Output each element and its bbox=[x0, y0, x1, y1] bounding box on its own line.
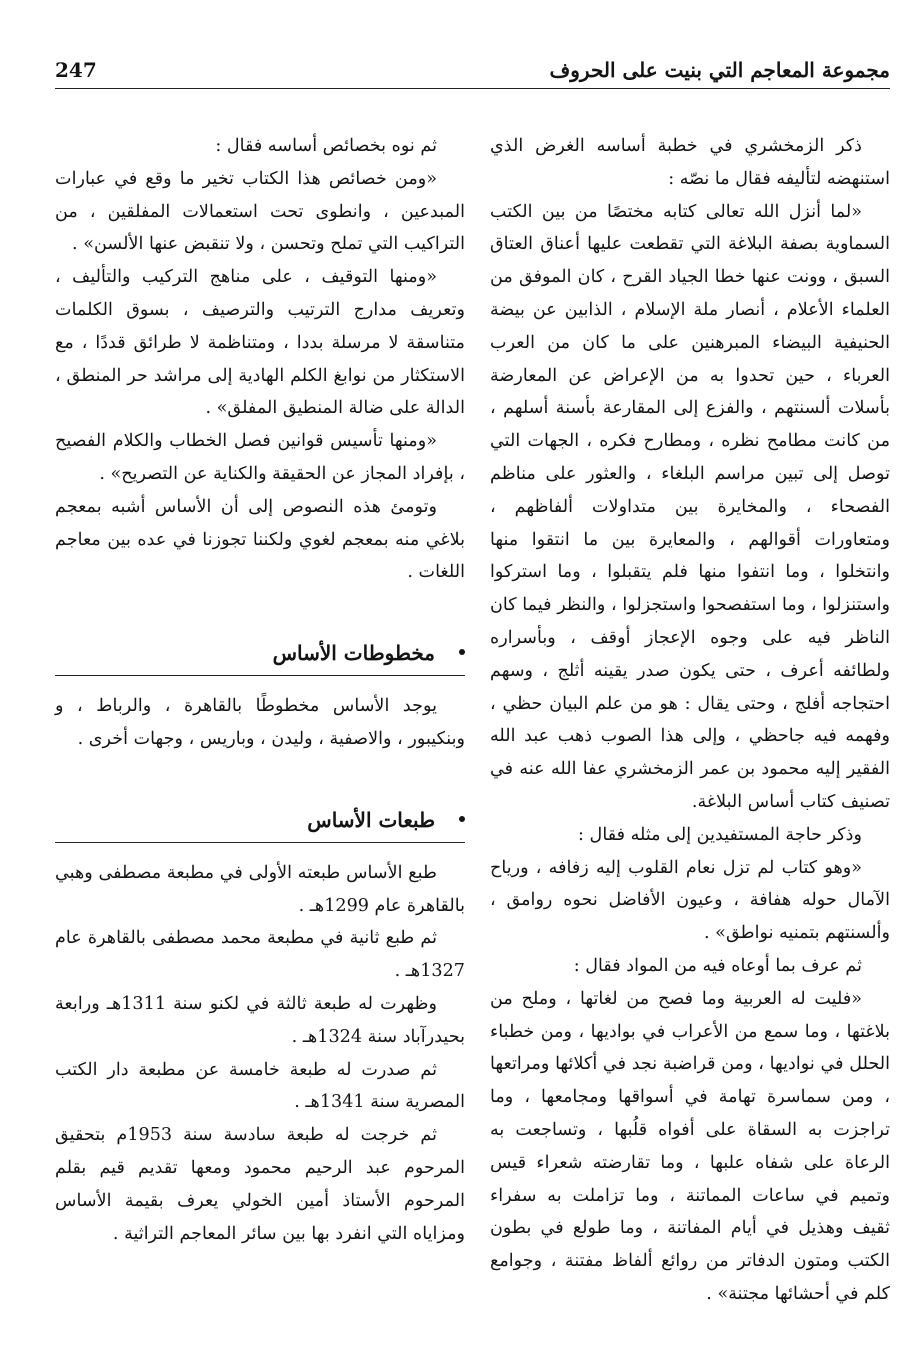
paragraph: يوجد الأساس مخطوطًا بالقاهرة ، والرباط ، و وبنكيبور ، والاصفية ، وليدن ، وباريس ، وجهات أخرى . bbox=[55, 696, 465, 749]
quotation-paragraph: «لما أنزل الله تعالى كتابه مختصًا من بين الكتب السماوية بصفة البلاغة التي تقطعت عليها أعناق العتاق السبق ، وونت عنها خطا الجياد القرح ، كان الموفق من العلماء الأعلام ، أنصار ملة الإسلام ، الذابين عن بيضة الحنيفية البيضاء المبرهنين على ما كان من العرب العرباء ، حين تحدوا به من الإعراض عن المعارضة بأسلات ألسنتهم ، والفزع إلى المقارعة بأسنة أسلهم ، من كانت مطامح نظره ، ومطارح فكره ، الجهات التي توصل إلى تبين مراسم البلغاء ، والعثور على مناظم الفصحاء ، والمخايرة بين متداولات ألفاظهم ، ومتعاورات أقوالهم ، والمعايرة بين ما انتقوا منها وانتخلوا ، وما انتفوا منها فلم يتقبلوا ، وما استركوا واستنزلوا ، وما استفصحوا واستجزلوا ، والنظر فيما كان الناظر فيه على وجوه الإعجاز أوقف ، وبأسراره ولطائفه أعرف ، حتى يكون صدر يقينه أثلج ، وسهم احتجاجه أفلج ، وحتى يقال : هو من علم البيان حظي ، وفهمه فيه جاحظي ، وإلى هذا الصوب ذهب عبد الله الفقير إليه محمود بن عمر الزمخشري عفا الله عنه في تصنيف كتاب أساس البلاغة. bbox=[490, 201, 890, 812]
left-column bbox=[55, 130, 465, 1250]
section-heading-manuscripts bbox=[55, 641, 465, 676]
paragraph: ذكر الزمخشري في خطبة أساسه الغرض الذي استنهضه لتأليفه فقال ما نصّه : bbox=[490, 136, 890, 189]
right-column bbox=[490, 130, 890, 1311]
page-number: 247 bbox=[55, 58, 97, 82]
section-heading-text: مخطوطات الأساس bbox=[272, 641, 435, 666]
quotation-paragraph: «ومنها التوقيف ، على مناهج التركيب والتأليف ، وتعريف مدارج الترتيب والترصيف ، بسوق الكلمات متناسقة لا مرسلة بددا ، ومتناظمة لا طرائق قددًا ، مع الاستكثار من نوابغ الكلم الهادية إلى مراشد حر المنطق ، الدالة على ضالة المنطيق المفلق» . bbox=[55, 267, 465, 419]
section-heading-text: طبعات الأساس bbox=[307, 807, 435, 832]
page-header bbox=[55, 50, 890, 89]
quotation-paragraph: «فليت له العربية وما فصح من لغاتها ، وملح من بلاغتها ، وما سمع من الأعراب في بواديها ، ومن خطباء الحلل في نواديها ، ومن قراضبة نجد في أكلائها ومراتعها ، ومن سماسرة تهامة في أسواقها ومجامعها ، وما تراجزت به السقاة على أفواه قلُبها ، وتساجعت به الرعاة على شفاه علبها ، وما تقارضته شعراء قيس وتميم في ساعات المماتنة ، وما تزاملت به سفراء ثقيف وهذيل في أيام المفاتنة ، وما طولع في بطون الكتب ومتون الدفاتر من روائع ألفاظ مفتنة ، وجوامع كلم في أحشائها مجتنة» . bbox=[490, 988, 890, 1304]
paragraph: ثم طبع ثانية في مطبعة محمد مصطفى بالقاهرة عام 1327هـ . bbox=[55, 928, 465, 982]
paragraph: وذكر حاجة المستفيدين إلى مثله فقال : bbox=[578, 824, 862, 845]
paragraph: ثم عرف بما أوعاه فيه من المواد فقال : bbox=[573, 955, 862, 976]
bullet-icon bbox=[459, 816, 465, 822]
quotation-paragraph: «ومنها تأسيس قوانين فصل الخطاب والكلام الفصيح ، بإفراد المجاز عن الحقيقة والكناية عن التصريح» . bbox=[55, 431, 465, 484]
quotation-paragraph: «ومن خصائص هذا الكتاب تخير ما وقع في عبارات المبدعين ، وانطوى تحت استعمالات المفلقين ، من التراكيب التي تملح وتحسن ، ولا تنقبض عنها الألسن» . bbox=[55, 168, 465, 255]
bullet-icon bbox=[459, 649, 465, 655]
paragraph: طبع الأساس طبعته الأولى في مطبعة مصطفى وهبي بالقاهرة عام 1299هـ . bbox=[55, 862, 465, 916]
paragraph: ثم صدرت له طبعة خامسة عن مطبعة دار الكتب المصرية سنة 1341هـ . bbox=[55, 1059, 465, 1113]
paragraph: ثم خرجت له طبعة سادسة سنة 1953م بتحقيق المرحوم عبد الرحيم محمود ومعها تقديم قيم بقلم المرحوم الأستاذ أمين الخولي يعرف بقيمة الأساس ومزاياه التي انفرد بها بين سائر المعاجم التراثية . bbox=[55, 1125, 465, 1244]
quotation-paragraph: «وهو كتاب لم تزل نعام القلوب إليه زفافه ، ورياح الآمال حوله هفافة ، وعيون الأفاضل نحوه روامق ، وألسنتهم بتمنيه نواطق» . bbox=[490, 857, 890, 944]
paragraph: وتومئ هذه النصوص إلى أن الأساس أشبه بمعجم بلاغي منه بمعجم لغوي ولكننا تجوزنا في عده بين معاجم اللغات . bbox=[55, 496, 465, 583]
paragraph: وظهرت له طبعة ثالثة في لكنو سنة 1311هـ ورابعة بحيدرآباد سنة 1324هـ . bbox=[55, 993, 465, 1047]
paragraph: ثم نوه بخصائص أساسه فقال : bbox=[215, 136, 437, 156]
section-heading-editions bbox=[55, 808, 465, 843]
section-body-manuscripts bbox=[55, 690, 465, 756]
running-title: مجموعة المعاجم التي بنيت على الحروف bbox=[549, 58, 890, 82]
section-body-editions bbox=[55, 857, 465, 1251]
